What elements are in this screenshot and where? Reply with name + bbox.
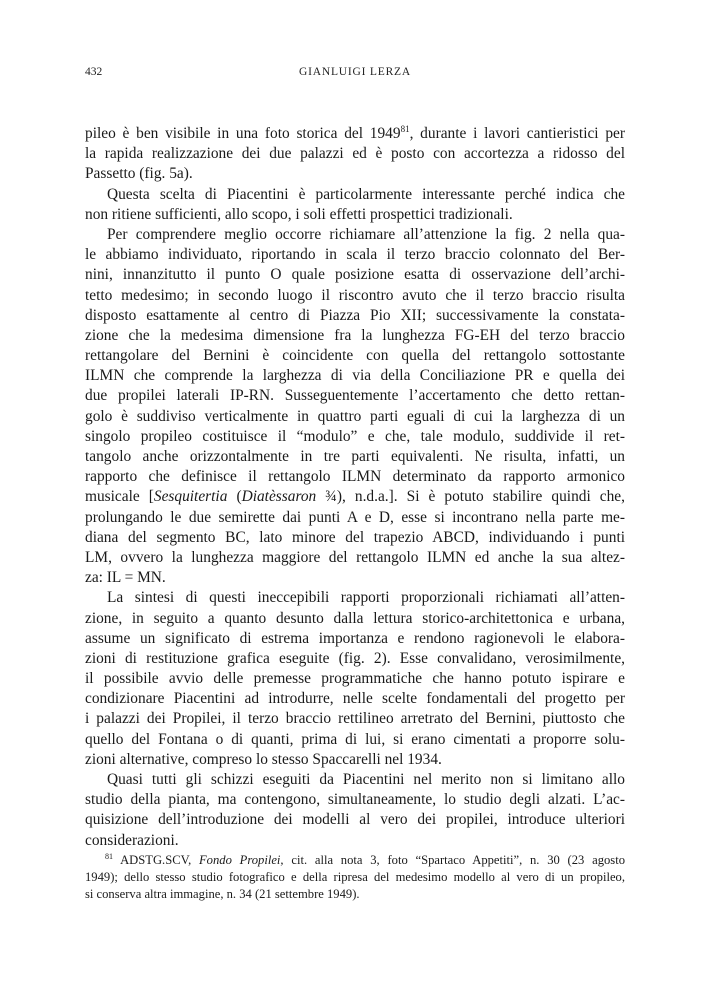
text-line: la rapida realizzazione dei due palazzi ed è posto con accortezza a ridosso del (85, 145, 625, 163)
text-line: rettangolare del Bernini è coincidente con quella del rettangolo sottostante (85, 347, 625, 365)
page-header (85, 66, 625, 82)
main-text (85, 124, 625, 851)
text-line: ILMN che comprende la larghezza di via della Conciliazione PR e quella dei (85, 367, 625, 385)
text-line: pileo è ben visibile in una foto storica del 1949$^{81}$, durante i lavori cantieristici per (85, 124, 625, 142)
text-line: zione, in seguito a quanto desunto dalla lettura storico-architettonica e urbana, (85, 609, 625, 627)
text-line: quisizione dell’introduzione dei modelli al vero dei propilei, introduce ulteriori (85, 811, 625, 829)
text-line: due propilei laterali IP-RN. Susseguentemente l’accertamento che detto rettan- (85, 387, 625, 405)
running-head: GIANLUIGI LERZA (299, 66, 411, 78)
text-line: Passetto (fig. 5a). (85, 165, 193, 183)
footnote-line: $^{81}$ ADSTG.SCV, Fondo Propilei, cit. alla nota 3, foto “Spartaco Appetiti”, n. 30 (23 agosto (105, 852, 625, 867)
text-line: le abbiamo individuato, riportando in scala il terzo braccio colonnato del Ber- (85, 246, 625, 264)
text-line: tangolo anche orizzontalmente in tre parti equivalenti. Ne risulta, infatti, un (85, 448, 625, 465)
text-line: diana del segmento BC, lato minore del trapezio ABCD, individuando i punti (85, 528, 625, 546)
text-line: zioni di restituzione grafica eseguite (fig. 2). Esse convalidano, verosimilmente, (85, 649, 625, 667)
text-line: assume un significato di estrema importanza e rendono ragionevoli le elabora- (85, 629, 625, 647)
footnote-line: si conserva altra immagine, n. 34 (21 settembre 1949). (85, 887, 360, 901)
paragraph-start: La sintesi di questi ineccepibili rapporti proporzionali richiamati all’atten- (107, 589, 625, 607)
text-line: golo è suddiviso verticalmente in quattro parti eguali di cui la larghezza di un (85, 407, 625, 425)
footnote-ref-81[interactable]: 81 (400, 124, 410, 134)
footnote-81 (85, 852, 625, 903)
text-line: musicale [Sesquitertia (Diatèssaron ¾), n.d.a.]. Si è potuto stabilire quindi che, (85, 488, 625, 506)
text-line: singolo propileo costituisce il “modulo” e che, tale modulo, suddivide il ret- (85, 427, 625, 445)
text-line: i palazzi dei Propilei, il terzo braccio rettilineo arretrato del Bernini, piuttosto che (85, 710, 625, 728)
text-line: za: IL = MN. (85, 569, 166, 587)
footnote-marker: 81 (105, 852, 113, 861)
paragraph-start: Questa scelta di Piacentini è particolarmente interessante perché indica che (107, 185, 625, 203)
text-line: disposto esattamente al centro di Piazza Pio XII; successivamente la constata- (85, 306, 625, 324)
text-line: il possibile avvio delle premesse programmatiche che hanno potuto ispirare e (85, 670, 625, 688)
text-line: tetto medesimo; in secondo luogo il riscontro avuto che il terzo braccio risulta (85, 286, 625, 304)
text-line: zioni alternative, compreso lo stesso Spaccarelli nel 1934. (85, 750, 442, 768)
footnote-line: 1949); dello stesso studio fotografico e della ripresa del medesimo modello al vero di un propileo, (85, 870, 625, 884)
paragraph-start: Per comprendere meglio occorre richiamare all’attenzione la fig. 2 nella qua- (107, 225, 625, 243)
page-number: 432 (85, 66, 103, 78)
text-line: condizionare Piacentini ad introdurre, nelle scelte fondamentali del progetto per (85, 690, 625, 708)
text-line: studio della pianta, ma contengono, simultaneamente, lo studio degli alzati. L’ac- (85, 791, 625, 809)
text-line: zione che la medesima dimensione fra la lunghezza FG-EH del terzo braccio (85, 326, 625, 344)
text-line: considerazioni. (85, 831, 179, 849)
text-line: nini, innanzitutto il punto O quale posizione esatta di osservazione dell’archi- (85, 266, 625, 284)
text-line: rapporto che definisce il rettangolo ILMN determinato da rapporto armonico (85, 468, 625, 486)
text-line: non ritiene sufficienti, allo scopo, i soli effetti prospettici tradizionali. (85, 205, 513, 223)
text-line: prolungando le due semirette dai punti A e D, esse si incontrano nella parte me- (85, 508, 625, 526)
text-line: quello del Fontana o di quanti, prima di lui, si erano cimentati a proporre solu- (85, 730, 625, 748)
paragraph-start: Quasi tutti gli schizzi eseguiti da Piacentini nel merito non si limitano allo (107, 771, 625, 788)
text-line: LM, ovvero la lunghezza maggiore del rettangolo ILMN ed anche la sua altez- (85, 548, 625, 566)
